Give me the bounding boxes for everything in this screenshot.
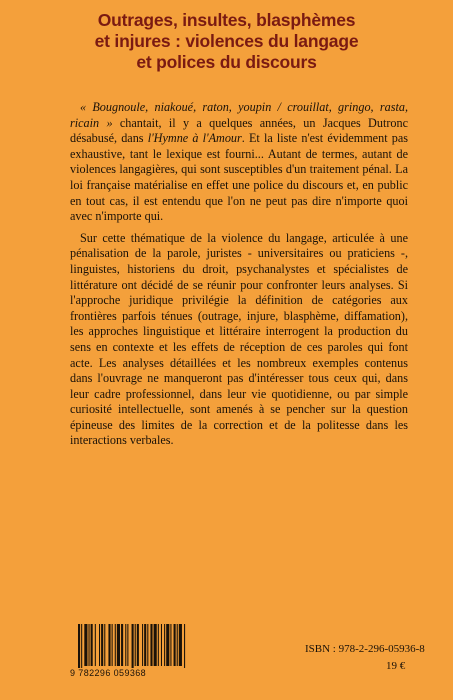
barcode-bar: [150, 624, 152, 666]
barcode-bar: [132, 624, 134, 668]
blurb: [70, 100, 408, 455]
barcode-bar: [81, 624, 82, 668]
title-line-2: et injures : violences du langage: [94, 31, 359, 51]
barcode-bar: [99, 624, 100, 666]
barcode-bar: [121, 624, 123, 666]
blurb-paragraph-2: Sur cette thématique de la violence du langage, articulée à une pénalisation de la parole, juristes - universitaires ou praticiens -, linguistes, historiens du droit, psychanalystes et spécialistes de littérature ont décidé de se réunir pour confronter leurs analyses. Si l'approche juridique privilégie la définition de catégories aux frontières parfois ténues (outrage, injure, blasphème, diffamation), les approches linguistique et littéraire interrogent la production du sens en contexte et les effets de réception de ces paroles qui font acte. Les analyses détaillées et les nombreux exemples contenus dans l'ouvrage ne manqueront pas d'intéresser tous ceux qui, dans leur cadre professionnel, dans leur vie quotidienne, ou par simple curiosité intellectuelle, sont amenés à se pencher sur la question épineuse des limites de la correction et de la politesse dans les interactions verbales.: [70, 230, 408, 448]
barcode-bar: [158, 624, 159, 666]
blurb-paragraph-1: [70, 100, 408, 225]
barcode-bar: [142, 624, 143, 666]
barcode-bar: [177, 624, 178, 666]
barcode-bar: [161, 624, 162, 666]
barcode-bars: [70, 624, 188, 668]
barcode-bar: [108, 624, 110, 666]
isbn: ISBN : 978-2-296-05936-8: [305, 643, 425, 655]
barcode-digits: 9 782296 059368: [70, 668, 147, 678]
barcode-bar: [84, 624, 87, 666]
barcode-bar: [137, 624, 139, 666]
barcode-bar: [174, 624, 176, 666]
barcode-bar: [115, 624, 116, 666]
title-line-3: et polices du discours: [136, 52, 317, 72]
barcode-bar: [135, 624, 136, 666]
blurb-p1-text-b: . Et la liste n'est évidemment pas exhaustive, tant le lexique est fourni... Autant de termes, autant de violences langagières, qui sont susceptibles d'un traitement pénal. La loi française matérialise en effet une police du discours et, en public en tout cas, il est entendu que l'on ne peut pas dire n'importe quoi avec n'importe qui.: [70, 131, 408, 224]
barcode-bar: [164, 624, 165, 666]
barcode-bar: [91, 624, 93, 666]
barcode-bar: [170, 624, 171, 666]
barcode-bar: [127, 624, 128, 666]
barcode-bar: [154, 624, 157, 666]
barcode-bar: [89, 624, 90, 666]
song-lyrics-quote: « Bougnoule, niakoué, raton, youpin / crouillat, gringo, rasta, ricain »: [70, 100, 408, 130]
barcode-bar: [125, 624, 126, 666]
barcode-bar: [104, 624, 105, 666]
barcode-bar: [101, 624, 103, 666]
book-title: [40, 10, 413, 73]
barcode-bar: [144, 624, 146, 666]
song-title: l'Hymne à l'Amour: [147, 131, 242, 146]
barcode-bar: [166, 624, 169, 666]
blurb-p1-text-a: chantait, il y a quelques années, un Jacques Dutronc désabusé, dans: [70, 115, 408, 146]
barcode-bar: [147, 624, 148, 666]
price: 19 €: [386, 660, 406, 672]
barcode: [70, 624, 188, 682]
title-line-1: Outrages, insultes, blasphèmes: [97, 10, 356, 30]
barcode-bar: [179, 624, 182, 666]
barcode-bar: [95, 624, 96, 666]
barcode-bar: [112, 624, 113, 666]
barcode-bar: [184, 624, 185, 668]
barcode-bar: [78, 624, 80, 668]
barcode-bar: [117, 624, 120, 666]
